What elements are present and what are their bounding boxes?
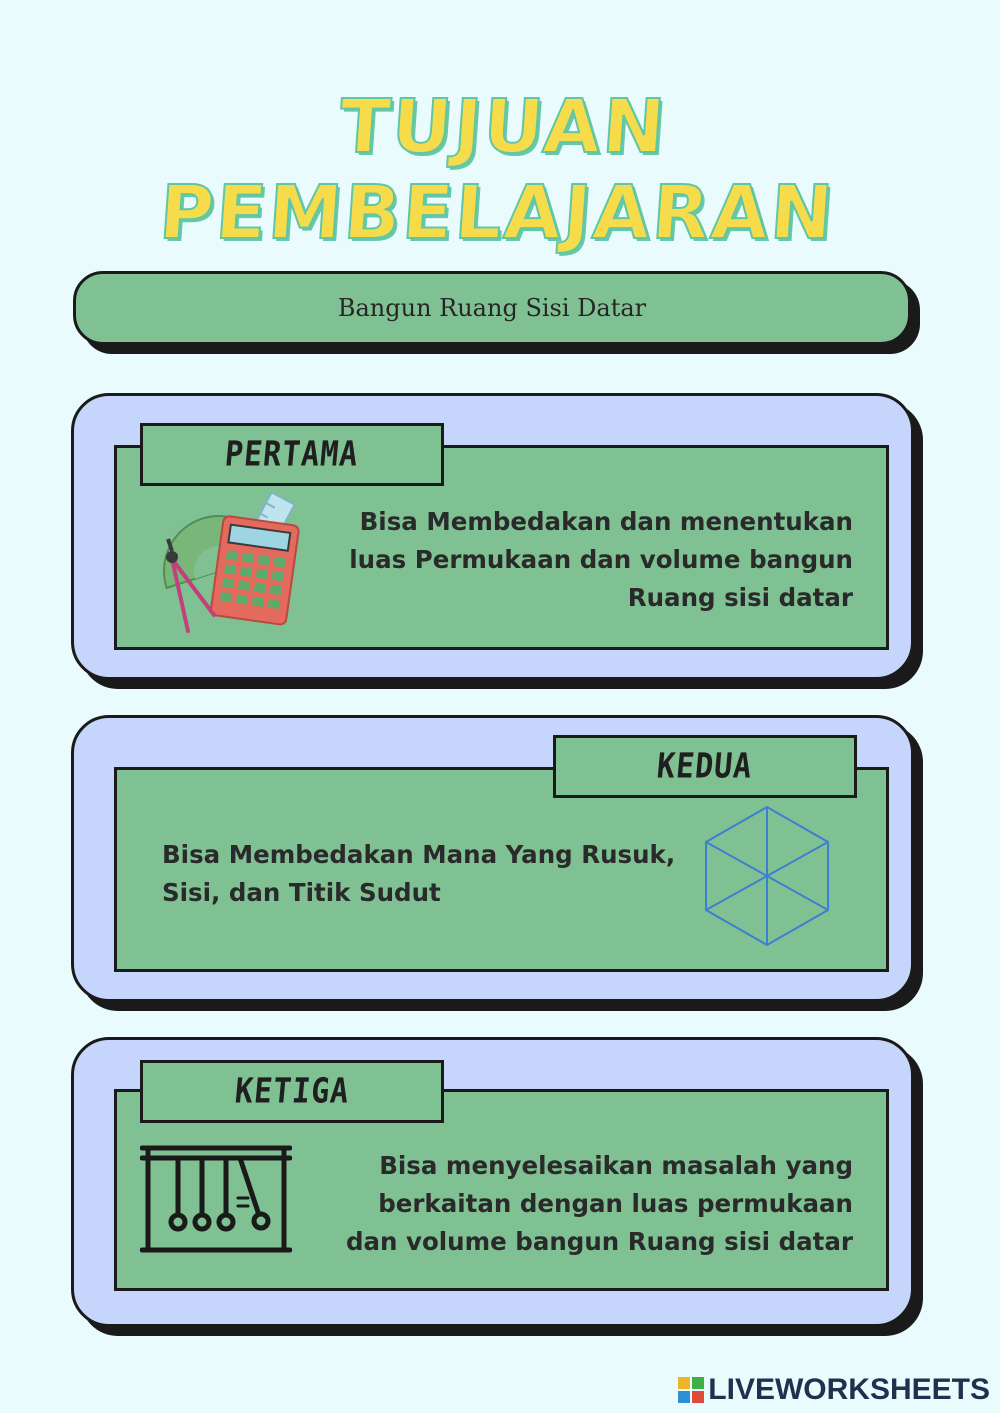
brand-name: LIVEWORKSHEETS — [708, 1373, 990, 1406]
liveworksheets-brand — [678, 1373, 990, 1407]
objective-tab-label-1: PERTAMA — [223, 434, 361, 475]
topic-label: Bangun Ruang Sisi Datar — [337, 294, 647, 322]
objective-line: berkaitan dengan luas permukaan — [378, 1189, 853, 1218]
objective-card-1 — [71, 393, 914, 680]
liveworksheets-logo-icon — [678, 1377, 704, 1403]
objective-line: Bisa Membedakan Mana Yang Rusuk, — [162, 840, 676, 869]
objective-card-3 — [71, 1037, 914, 1327]
objective-text-3 — [346, 1147, 853, 1261]
objective-text-1 — [349, 503, 853, 617]
objective-line: Ruang sisi datar — [627, 583, 853, 612]
calculator-compass-ruler-icon — [154, 491, 304, 641]
objective-tab-1 — [140, 423, 444, 486]
objective-tab-label-3: KETIGA — [232, 1071, 352, 1112]
objective-card-2 — [71, 715, 914, 1002]
objective-line: dan volume bangun Ruang sisi datar — [345, 1227, 853, 1256]
objective-tab-label-2: KEDUA — [655, 746, 755, 787]
objective-line: Sisi, dan Titik Sudut — [162, 878, 441, 907]
objective-line: Bisa Membedakan dan menentukan — [359, 507, 853, 536]
objective-line: luas Permukaan dan volume bangun — [349, 545, 853, 574]
objective-tab-3 — [140, 1060, 444, 1123]
page-title: TUJUAN PEMBELAJARAN — [156, 84, 838, 256]
newtons-cradle-icon — [140, 1144, 292, 1256]
objective-line: Bisa menyelesaikan masalah yang — [379, 1151, 853, 1180]
objective-text-2 — [162, 836, 675, 912]
objective-tab-2 — [553, 735, 857, 798]
topic-banner — [73, 271, 911, 345]
hexagon-cube-icon — [702, 804, 832, 948]
